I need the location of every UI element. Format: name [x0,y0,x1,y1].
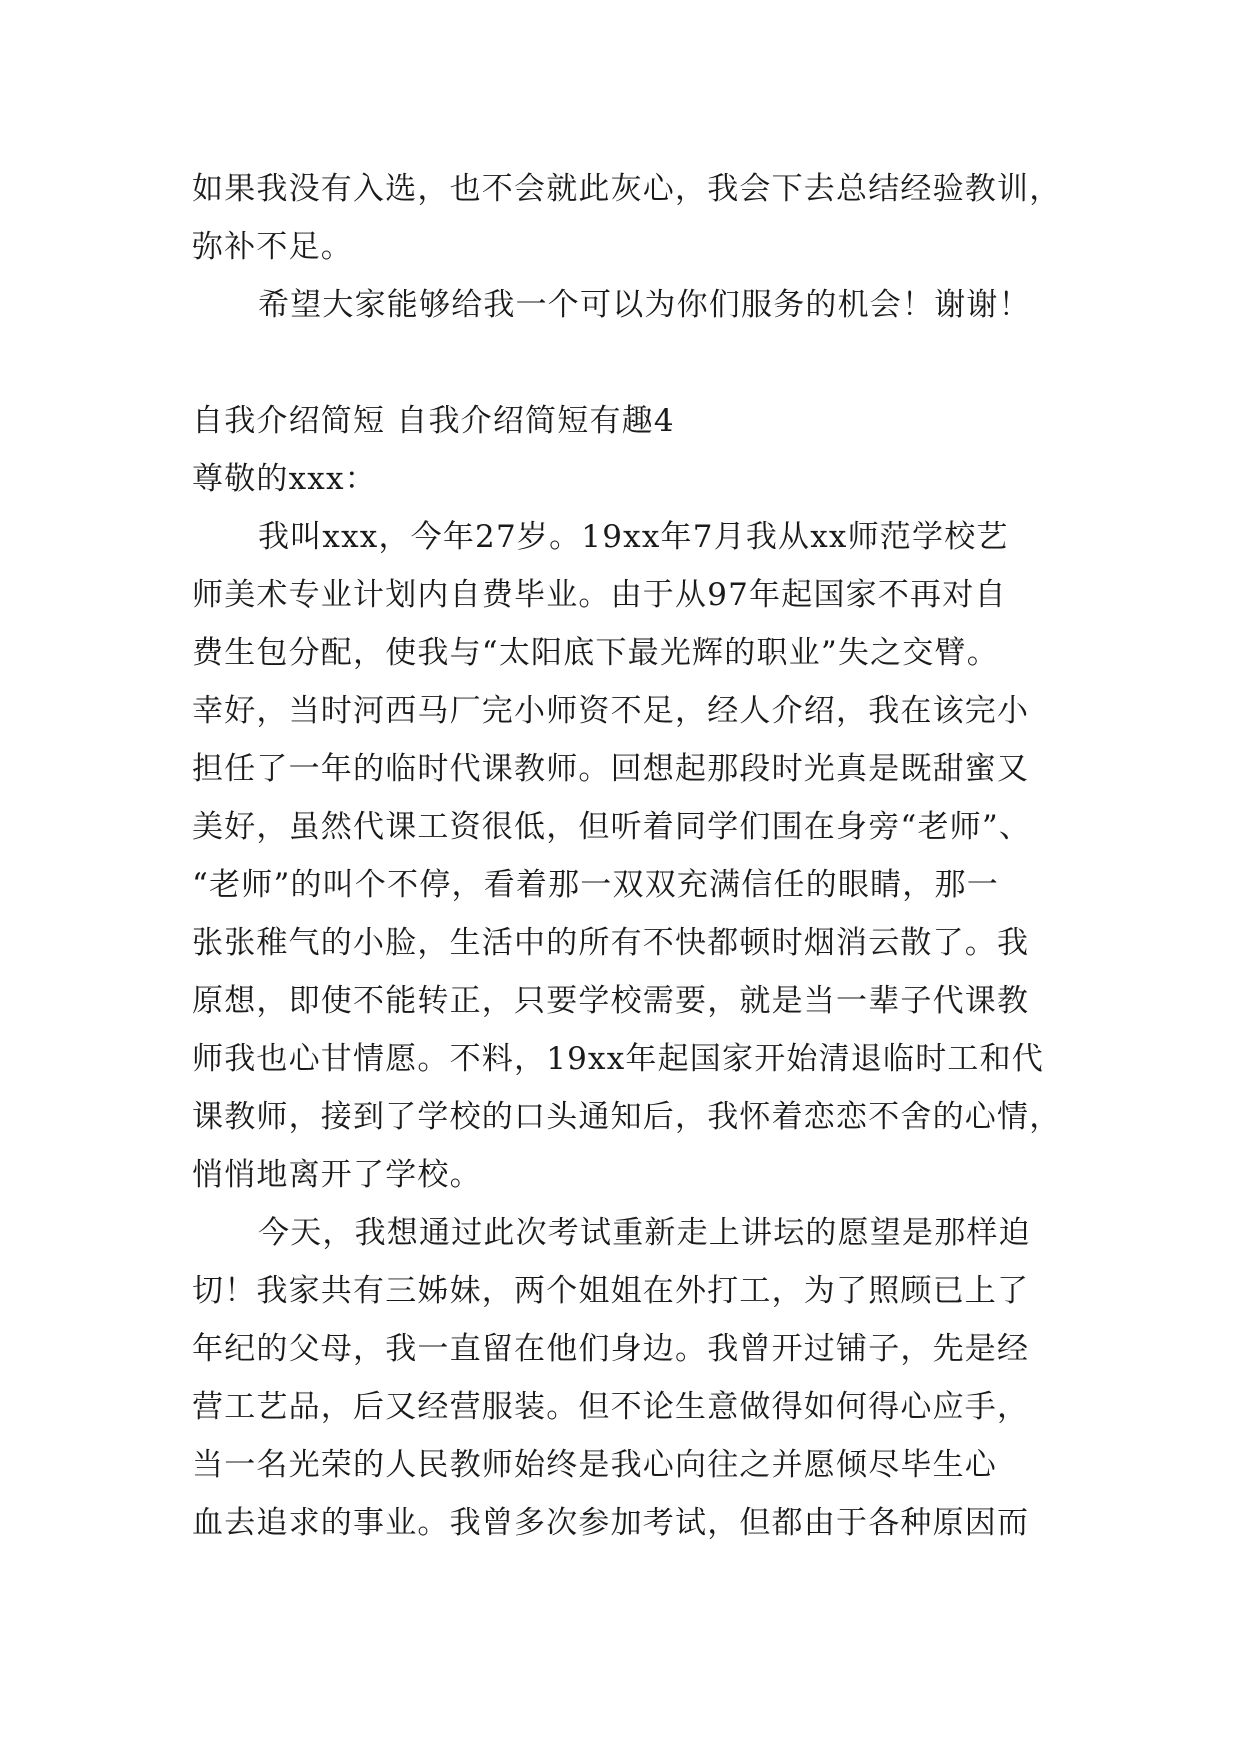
document-body [192,160,1072,1552]
paragraph-2-line: 切！我家共有三姊妹，两个姐姐在外打工，为了照顾已上了 [192,1273,1030,1309]
section-spacer [192,334,1072,392]
paragraph-1-line: 课教师，接到了学校的口头通知后，我怀着恋恋不舍的心情， [192,1099,1062,1135]
paragraph-1-line: 悄悄地离开了学校。 [192,1157,482,1193]
paragraph-1-line: 费生包分配，使我与“太阳底下最光辉的职业”失之交臂。 [192,635,999,671]
body-line: 弥补不足。 [192,229,353,265]
paragraph-2-line: 营工艺品，后又经营服装。但不论生意做得如何得心应手， [192,1389,1030,1425]
section-title: 自我介绍简短 自我介绍简短有趣4 [192,403,675,439]
paragraph-1-line: 原想，即使不能转正，只要学校需要，就是当一辈子代课教 [192,983,1030,1019]
paragraph-1-line: 张张稚气的小脸，生活中的所有不快都顿时烟消云散了。我 [192,925,1030,961]
paragraph-1-line: 幸好，当时河西马厂完小师资不足，经人介绍，我在该完小 [192,693,1030,729]
body-line: 如果我没有入选，也不会就此灰心，我会下去总结经验教训， [192,171,1062,207]
paragraph-1-line: 美好，虽然代课工资很低，但听着同学们围在身旁“老师”、 [192,809,1032,845]
paragraph-2-line: 年纪的父母，我一直留在他们身边。我曾开过铺子，先是经 [192,1331,1030,1367]
paragraph-2-line: 血去追求的事业。我曾多次参加考试，但都由于各种原因而 [192,1505,1030,1541]
paragraph-1-line: 师美术专业计划内自费毕业。由于从97年起国家不再对自 [192,577,1007,613]
paragraph-2-line: 今天，我想通过此次考试重新走上讲坛的愿望是那样迫 [258,1215,1031,1251]
paragraph-1-line: 担任了一年的临时代课教师。回想起那段时光真是既甜蜜又 [192,751,1030,787]
salutation: 尊敬的xxx： [192,461,377,497]
closing-line: 希望大家能够给我一个可以为你们服务的机会！谢谢！ [258,287,1031,323]
paragraph-1-line: 师我也心甘情愿。不料，19xx年起国家开始清退临时工和代 [192,1041,1045,1077]
paragraph-2-line: 当一名光荣的人民教师始终是我心向往之并愿倾尽毕生心 [192,1447,997,1483]
paragraph-1-line: “老师”的叫个不停，看着那一双双充满信任的眼睛，那一 [192,867,999,903]
paragraph-1-line: 我叫xxx，今年27岁。19xx年7月我从xx师范学校艺 [258,519,1009,555]
